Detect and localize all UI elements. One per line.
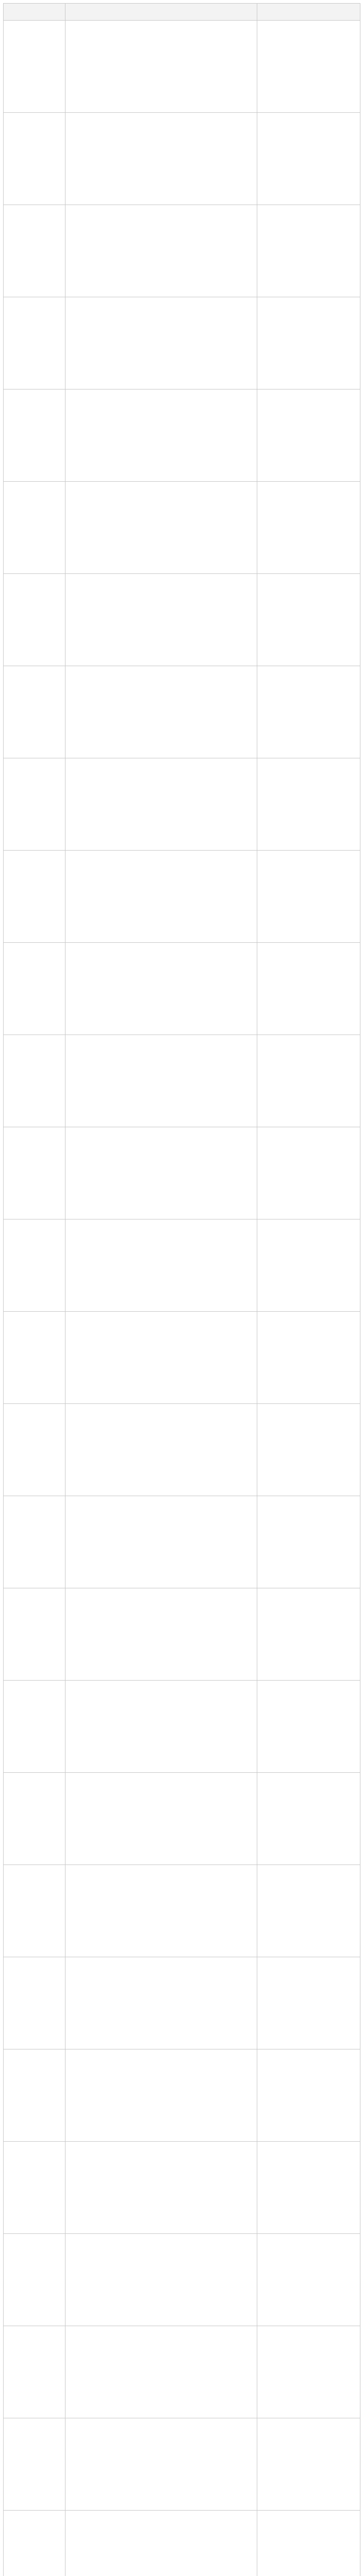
site-name-cell (4, 2326, 65, 2418)
table-row (4, 2511, 360, 2576)
address-cell (257, 205, 360, 297)
address-cell (257, 2326, 360, 2418)
site-name-cell (4, 1865, 65, 1957)
site-name-cell (4, 1957, 65, 2049)
address-cell (257, 1588, 360, 1681)
table-row (4, 1219, 360, 1312)
table-row (4, 1127, 360, 1219)
address-cell (257, 2418, 360, 2511)
coverage-range-cell (65, 113, 257, 205)
coverage-range-cell (65, 1957, 257, 2049)
address-cell (257, 1865, 360, 1957)
coverage-range-cell (65, 1865, 257, 1957)
table-row (4, 2234, 360, 2326)
table-row (4, 1773, 360, 1865)
site-name-cell (4, 2511, 65, 2576)
coverage-range-cell (65, 1035, 257, 1127)
table-row (4, 482, 360, 574)
coverage-range-cell (65, 1404, 257, 1496)
coverage-range-cell (65, 2326, 257, 2418)
table-row (4, 1404, 360, 1496)
address-cell (257, 851, 360, 943)
coverage-range-cell (65, 1312, 257, 1404)
site-name-cell (4, 1588, 65, 1681)
site-name-cell (4, 2142, 65, 2234)
site-name-cell (4, 389, 65, 482)
site-name-cell (4, 943, 65, 1035)
address-cell (257, 758, 360, 851)
site-name-cell (4, 21, 65, 113)
table-row (4, 943, 360, 1035)
address-cell (257, 482, 360, 574)
address-cell (257, 2142, 360, 2234)
header-address (257, 4, 360, 21)
site-name-cell (4, 2049, 65, 2142)
site-name-cell (4, 205, 65, 297)
address-cell (257, 2234, 360, 2326)
address-cell (257, 666, 360, 758)
table-body (4, 21, 360, 2576)
sampling-site-table (3, 3, 360, 2576)
address-cell (257, 21, 360, 113)
address-cell (257, 1312, 360, 1404)
site-name-cell (4, 482, 65, 574)
table-row (4, 574, 360, 666)
table-row (4, 205, 360, 297)
address-cell (257, 1957, 360, 2049)
address-cell (257, 574, 360, 666)
table-row (4, 1681, 360, 1773)
coverage-range-cell (65, 389, 257, 482)
address-cell (257, 943, 360, 1035)
site-name-cell (4, 113, 65, 205)
site-name-cell (4, 851, 65, 943)
site-name-cell (4, 1773, 65, 1865)
coverage-range-cell (65, 2511, 257, 2576)
coverage-range-cell (65, 2234, 257, 2326)
site-name-cell (4, 1681, 65, 1773)
coverage-range-cell (65, 482, 257, 574)
table-row (4, 851, 360, 943)
address-cell (257, 1035, 360, 1127)
address-cell (257, 1219, 360, 1312)
table-row (4, 2142, 360, 2234)
site-name-cell (4, 1312, 65, 1404)
address-cell (257, 1404, 360, 1496)
site-name-cell (4, 297, 65, 389)
coverage-range-cell (65, 1496, 257, 1588)
address-cell (257, 1127, 360, 1219)
table-row (4, 389, 360, 482)
table-row (4, 1496, 360, 1588)
coverage-range-cell (65, 1588, 257, 1681)
table-row (4, 113, 360, 205)
table-row (4, 2326, 360, 2418)
site-name-cell (4, 1127, 65, 1219)
table-row (4, 1312, 360, 1404)
site-name-cell (4, 2418, 65, 2511)
coverage-range-cell (65, 1127, 257, 1219)
site-name-cell (4, 2234, 65, 2326)
coverage-range-cell (65, 1773, 257, 1865)
coverage-range-cell (65, 205, 257, 297)
address-cell (257, 389, 360, 482)
coverage-range-cell (65, 2418, 257, 2511)
site-name-cell (4, 1219, 65, 1312)
table-row (4, 666, 360, 758)
table-row (4, 758, 360, 851)
coverage-range-cell (65, 666, 257, 758)
coverage-range-cell (65, 758, 257, 851)
coverage-range-cell (65, 574, 257, 666)
table-row (4, 1957, 360, 2049)
coverage-range-cell (65, 943, 257, 1035)
site-name-cell (4, 1035, 65, 1127)
coverage-range-cell (65, 2049, 257, 2142)
coverage-range-cell (65, 2142, 257, 2234)
coverage-range-cell (65, 851, 257, 943)
coverage-range-cell (65, 1681, 257, 1773)
site-name-cell (4, 758, 65, 851)
header-site-name (4, 4, 65, 21)
address-cell (257, 297, 360, 389)
site-name-cell (4, 666, 65, 758)
site-name-cell (4, 1404, 65, 1496)
site-name-cell (4, 574, 65, 666)
table-row (4, 21, 360, 113)
address-cell (257, 1496, 360, 1588)
coverage-range-cell (65, 21, 257, 113)
table-row (4, 1035, 360, 1127)
coverage-range-cell (65, 1219, 257, 1312)
address-cell (257, 1681, 360, 1773)
address-cell (257, 113, 360, 205)
table-row (4, 297, 360, 389)
table-row (4, 1588, 360, 1681)
table-row (4, 2418, 360, 2511)
table-row (4, 1865, 360, 1957)
coverage-range-cell (65, 297, 257, 389)
table-row (4, 2049, 360, 2142)
address-cell (257, 2049, 360, 2142)
header-coverage-range (65, 4, 257, 21)
address-cell (257, 2511, 360, 2576)
table-header-row (4, 4, 360, 21)
site-name-cell (4, 1496, 65, 1588)
address-cell (257, 1773, 360, 1865)
